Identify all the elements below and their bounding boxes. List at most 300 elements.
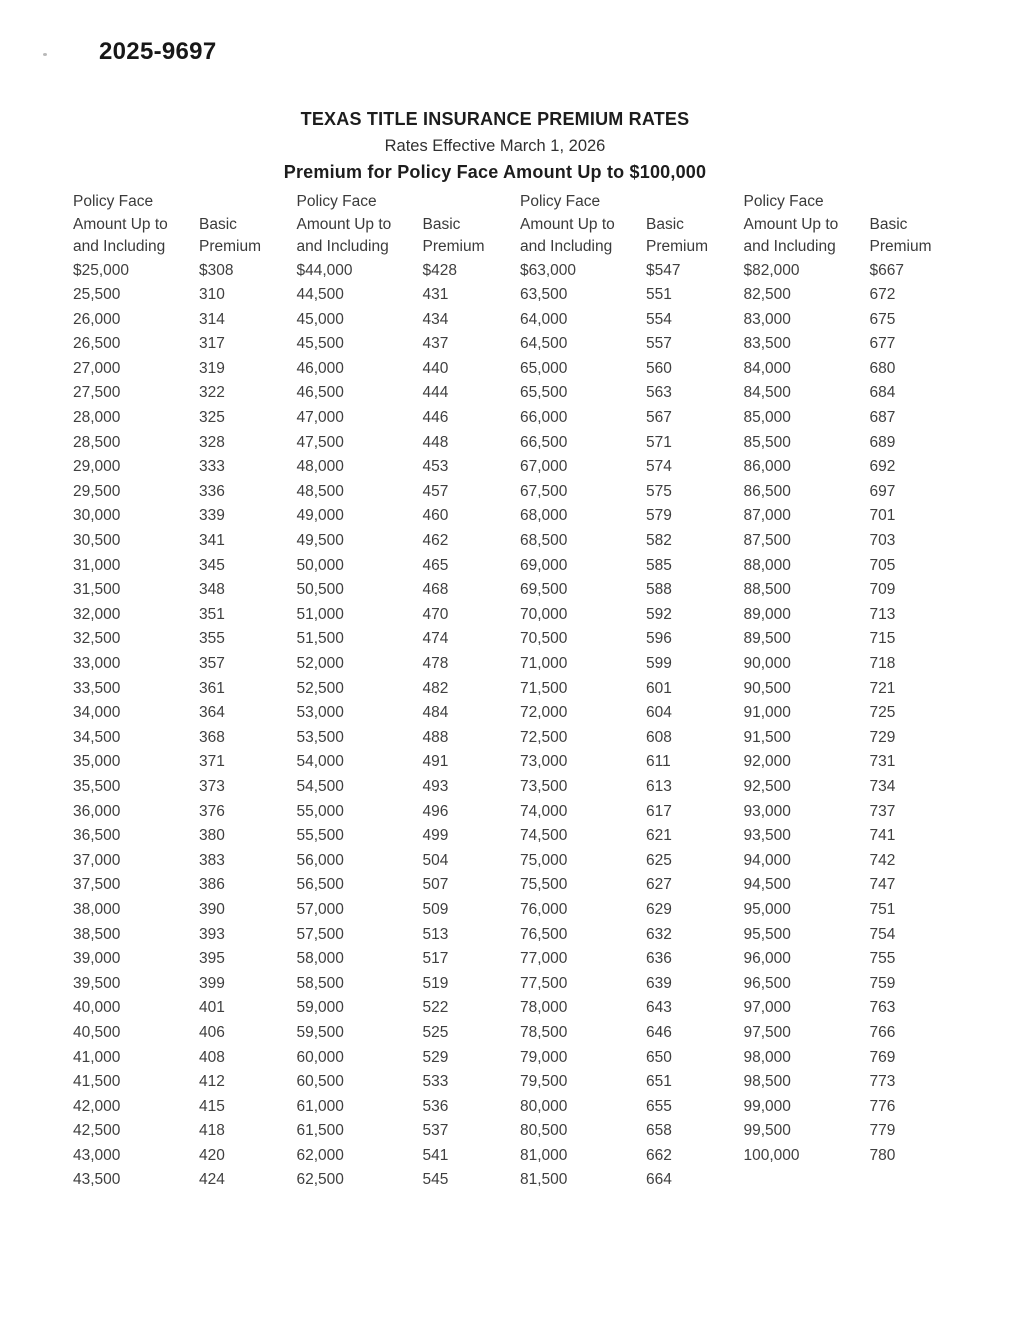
premium-cell: 687 xyxy=(869,409,896,427)
policy-amount-cell: 91,500 xyxy=(743,728,791,746)
policy-amount-cell: 95,500 xyxy=(743,925,791,943)
policy-amount-cell: 61,500 xyxy=(296,1122,344,1140)
policy-amount-cell: 49,500 xyxy=(296,532,344,550)
premium-cell: 482 xyxy=(422,679,449,697)
table-row xyxy=(744,701,926,726)
table-row xyxy=(297,1021,479,1046)
policy-amount-cell: 43,000 xyxy=(73,1146,121,1164)
premium-cell: 608 xyxy=(646,728,672,746)
scan-speck xyxy=(43,53,47,56)
premium-cell: 437 xyxy=(422,335,449,353)
table-row xyxy=(744,873,926,898)
premium-cell: 386 xyxy=(199,876,225,894)
premium-cell: 484 xyxy=(422,704,449,722)
premium-cell: 773 xyxy=(869,1073,896,1091)
premium-cell: 373 xyxy=(199,777,225,795)
premium-cell: 709 xyxy=(869,581,896,599)
premium-header-line xyxy=(870,191,926,214)
policy-amount-cell: 98,000 xyxy=(743,1048,791,1066)
premium-range-line: Premium for Policy Face Amount Up to $100,000 xyxy=(283,162,707,182)
policy-amount-cell: 44,500 xyxy=(296,286,344,304)
policy-amount-cell: 39,500 xyxy=(73,974,121,992)
table-row xyxy=(744,947,926,972)
table-row xyxy=(73,750,255,775)
table-row xyxy=(73,259,255,284)
premium-cell: 747 xyxy=(869,876,896,894)
table-row xyxy=(73,701,255,726)
premium-cell: 470 xyxy=(422,605,449,623)
table-row xyxy=(297,1119,479,1144)
policy-amount-cell: 50,500 xyxy=(296,581,344,599)
table-row xyxy=(520,578,702,603)
table-row xyxy=(520,283,702,308)
table-row xyxy=(73,898,255,923)
table-row xyxy=(520,947,702,972)
policy-amount-cell: 51,500 xyxy=(296,630,344,648)
policy-amount-cell: 47,000 xyxy=(296,409,344,427)
table-row xyxy=(73,406,255,431)
table-row xyxy=(297,677,479,702)
policy-amount-cell: 74,500 xyxy=(520,827,568,845)
policy-amount-cell: 25,500 xyxy=(73,286,121,304)
policy-amount-cell: 26,500 xyxy=(73,335,121,353)
table-row xyxy=(744,1119,926,1144)
policy-amount-cell: 93,500 xyxy=(743,827,791,845)
table-row xyxy=(520,972,702,997)
premium-cell: 504 xyxy=(422,851,449,869)
policy-amount-cell: $63,000 xyxy=(520,261,577,279)
premium-cell: 769 xyxy=(869,1048,896,1066)
premium-cell: 336 xyxy=(199,482,225,500)
premium-cell: 355 xyxy=(199,630,225,648)
header-row xyxy=(520,191,702,214)
premium-cell: 632 xyxy=(646,925,672,943)
premium-cell: 317 xyxy=(199,335,225,353)
premium-cell: 627 xyxy=(646,876,672,894)
policy-amount-cell: 45,500 xyxy=(296,335,344,353)
premium-cell: 617 xyxy=(646,802,672,820)
policy-amount-cell: 36,000 xyxy=(73,802,121,820)
premium-header-line xyxy=(646,191,702,214)
table-row xyxy=(520,800,702,825)
premium-cell: 453 xyxy=(422,458,449,476)
table-row xyxy=(520,873,702,898)
table-row xyxy=(744,504,926,529)
table-row xyxy=(73,1168,255,1193)
premium-cell: 412 xyxy=(199,1073,225,1091)
table-row xyxy=(297,627,479,652)
policy-amount-cell: 59,500 xyxy=(296,1023,344,1041)
table-row xyxy=(744,381,926,406)
policy-amount-cell: 30,500 xyxy=(73,532,121,550)
table-row xyxy=(297,726,479,751)
table-row xyxy=(297,1144,479,1169)
policy-amount-cell: 83,500 xyxy=(743,335,791,353)
policy-amount-cell: 55,500 xyxy=(296,827,344,845)
rates-table xyxy=(73,191,932,1193)
premium-cell: 478 xyxy=(422,655,449,672)
policy-amount-cell: 73,500 xyxy=(520,777,568,795)
table-row xyxy=(73,677,255,702)
premium-cell: 563 xyxy=(646,384,672,402)
policy-amount-cell: 97,500 xyxy=(743,1023,791,1041)
policy-amount-cell: 79,000 xyxy=(520,1048,568,1066)
policy-amount-cell: 30,000 xyxy=(73,507,121,525)
table-row xyxy=(520,1119,702,1144)
premium-cell: 601 xyxy=(646,679,672,697)
table-row xyxy=(520,775,702,800)
policy-amount-cell: 54,000 xyxy=(296,753,344,771)
table-row xyxy=(297,480,479,505)
premium-cell: 517 xyxy=(422,950,449,968)
premium-cell: 599 xyxy=(646,655,672,672)
policy-amount-cell: 71,500 xyxy=(520,679,568,697)
policy-amount-cell: 83,000 xyxy=(743,310,791,328)
premium-header-line: Premium xyxy=(646,238,709,255)
table-row xyxy=(297,775,479,800)
premium-cell: 507 xyxy=(422,876,449,894)
premium-cell: 434 xyxy=(422,310,449,328)
premium-cell: 689 xyxy=(869,433,896,451)
premium-cell: $428 xyxy=(422,261,457,279)
policy-amount-cell: 48,000 xyxy=(296,458,344,476)
premium-cell: 755 xyxy=(869,950,896,968)
table-row xyxy=(744,283,926,308)
premium-cell: 406 xyxy=(199,1023,225,1041)
table-row xyxy=(520,554,702,579)
policy-amount-cell: 29,000 xyxy=(73,458,121,476)
policy-amount-cell: 65,500 xyxy=(520,384,568,402)
premium-cell: 551 xyxy=(646,286,672,304)
premium-cell: 401 xyxy=(199,999,225,1017)
table-row xyxy=(520,504,702,529)
policy-amount-cell: 46,000 xyxy=(296,359,344,377)
premium-cell: 751 xyxy=(869,900,896,918)
table-row xyxy=(744,259,926,284)
premium-cell: 588 xyxy=(646,581,672,599)
table-row xyxy=(73,800,255,825)
table-row xyxy=(73,603,255,628)
policy-amount-cell: 55,000 xyxy=(296,802,344,820)
premium-cell: 639 xyxy=(646,974,672,992)
policy-amount-cell: 95,000 xyxy=(743,900,791,918)
premium-cell: 380 xyxy=(199,827,225,845)
policy-amount-cell: 53,500 xyxy=(296,728,344,746)
table-row xyxy=(73,455,255,480)
premium-cell: 625 xyxy=(646,851,672,869)
premium-cell: 499 xyxy=(422,827,449,845)
table-row xyxy=(297,603,479,628)
amount-header-line: Policy Face xyxy=(296,193,377,210)
table-row xyxy=(520,1021,702,1046)
premium-cell: 742 xyxy=(869,851,896,869)
table-row xyxy=(73,652,255,677)
premium-cell: 390 xyxy=(199,900,225,918)
premium-cell: 715 xyxy=(869,630,896,648)
policy-amount-cell: 64,000 xyxy=(520,310,568,328)
policy-amount-cell: 67,500 xyxy=(520,482,568,500)
premium-cell: 675 xyxy=(869,310,896,328)
policy-amount-cell: 37,500 xyxy=(73,876,121,894)
amount-header-line: and Including xyxy=(743,238,836,255)
premium-cell: 692 xyxy=(869,458,896,476)
page-title: TEXAS TITLE INSURANCE PREMIUM RATES xyxy=(300,109,690,129)
policy-amount-cell: 58,500 xyxy=(296,974,344,992)
premium-cell: 763 xyxy=(869,999,896,1017)
policy-amount-cell: 54,500 xyxy=(296,777,344,795)
table-row xyxy=(73,972,255,997)
premium-cell: 541 xyxy=(422,1146,449,1164)
policy-amount-cell: 90,000 xyxy=(743,655,791,672)
premium-cell: 703 xyxy=(869,532,896,550)
table-row xyxy=(520,627,702,652)
header-row xyxy=(520,236,709,259)
table-row xyxy=(73,332,255,357)
table-row xyxy=(744,627,926,652)
policy-amount-cell: 66,500 xyxy=(520,433,568,451)
policy-amount-cell: 38,500 xyxy=(73,925,121,943)
document-number: 2025-9697 xyxy=(99,38,217,65)
header-row xyxy=(297,214,479,237)
premium-cell: 662 xyxy=(646,1146,672,1164)
policy-amount-cell: 50,000 xyxy=(296,556,344,574)
policy-amount-cell: 62,000 xyxy=(296,1146,344,1164)
premium-cell: 509 xyxy=(422,900,449,918)
table-row xyxy=(520,701,702,726)
table-row xyxy=(744,972,926,997)
premium-cell: 361 xyxy=(199,679,225,697)
premium-cell: 465 xyxy=(422,556,449,574)
table-row xyxy=(297,750,479,775)
policy-amount-cell: $25,000 xyxy=(73,261,130,279)
premium-cell: 664 xyxy=(646,1171,672,1189)
policy-amount-cell: 68,500 xyxy=(520,532,568,550)
policy-amount-cell: 41,500 xyxy=(73,1073,121,1091)
table-row xyxy=(297,972,479,997)
policy-amount-cell: 77,000 xyxy=(520,950,568,968)
policy-amount-cell: 36,500 xyxy=(73,827,121,845)
table-row xyxy=(73,529,255,554)
policy-amount-cell: 76,000 xyxy=(520,900,568,918)
table-row xyxy=(73,627,255,652)
policy-amount-cell: 94,500 xyxy=(743,876,791,894)
amount-header-line: Amount Up to xyxy=(73,215,168,233)
table-row xyxy=(520,357,702,382)
premium-cell: 474 xyxy=(422,630,449,648)
table-row xyxy=(744,1144,926,1169)
policy-amount-cell: 38,000 xyxy=(73,900,121,918)
premium-cell: 582 xyxy=(646,532,672,550)
policy-amount-cell: 33,500 xyxy=(73,679,121,697)
table-row xyxy=(520,750,702,775)
table-row xyxy=(73,726,255,751)
table-row xyxy=(520,824,702,849)
policy-amount-cell: 29,500 xyxy=(73,482,121,500)
premium-cell: 415 xyxy=(199,1097,225,1115)
table-row xyxy=(297,923,479,948)
header-row xyxy=(743,236,932,259)
policy-amount-cell: $82,000 xyxy=(743,261,800,279)
table-row xyxy=(297,529,479,554)
premium-cell: 491 xyxy=(422,753,449,771)
premium-cell: 371 xyxy=(199,753,225,771)
premium-cell: 629 xyxy=(646,900,672,918)
policy-amount-cell: 87,500 xyxy=(743,532,791,550)
header-row xyxy=(297,191,479,214)
premium-cell: 672 xyxy=(869,286,896,304)
premium-cell: 621 xyxy=(646,827,672,845)
premium-cell: 393 xyxy=(199,925,225,943)
policy-amount-cell: 72,000 xyxy=(520,704,568,722)
policy-amount-cell: 69,000 xyxy=(520,556,568,574)
amount-header-line: and Including xyxy=(520,238,613,255)
premium-cell: 560 xyxy=(646,359,672,377)
amount-header-line: Amount Up to xyxy=(296,215,392,233)
policy-amount-cell: 53,000 xyxy=(296,704,344,722)
table-row xyxy=(73,357,255,382)
policy-amount-cell: 87,000 xyxy=(743,507,791,525)
table-row xyxy=(520,849,702,874)
policy-amount-cell: 48,500 xyxy=(296,482,344,500)
amount-header-line: Policy Face xyxy=(743,193,824,210)
effective-date-line: Rates Effective March 1, 2026 xyxy=(384,137,606,155)
table-row xyxy=(73,578,255,603)
policy-amount-cell: 37,000 xyxy=(73,851,121,869)
table-row xyxy=(297,308,479,333)
premium-cell: 701 xyxy=(869,507,896,525)
table-row xyxy=(73,504,255,529)
policy-amount-cell: 98,500 xyxy=(743,1073,791,1091)
policy-amount-cell: 67,000 xyxy=(520,458,568,476)
policy-amount-cell: 57,000 xyxy=(296,900,344,918)
premium-cell: 766 xyxy=(869,1023,896,1041)
premium-cell: 725 xyxy=(869,704,896,722)
premium-cell: 592 xyxy=(646,605,672,623)
premium-cell: 545 xyxy=(422,1171,449,1189)
policy-amount-cell: 40,500 xyxy=(73,1023,121,1041)
premium-cell: 537 xyxy=(422,1122,449,1140)
table-row xyxy=(744,1021,926,1046)
policy-amount-cell: 76,500 xyxy=(520,925,568,943)
table-row xyxy=(744,455,926,480)
premium-cell: 431 xyxy=(422,286,449,304)
premium-cell: 522 xyxy=(422,999,449,1017)
table-row xyxy=(744,308,926,333)
premium-cell: 779 xyxy=(869,1122,896,1140)
table-row xyxy=(73,996,255,1021)
premium-cell: 462 xyxy=(422,532,449,550)
table-row xyxy=(297,332,479,357)
column-group xyxy=(296,191,485,1193)
premium-cell: 574 xyxy=(646,458,672,476)
policy-amount-cell: 97,000 xyxy=(743,999,791,1017)
policy-amount-cell: 82,500 xyxy=(743,286,791,304)
table-row xyxy=(520,1046,702,1071)
table-row xyxy=(297,947,479,972)
policy-amount-cell: 31,500 xyxy=(73,581,121,599)
table-row xyxy=(520,406,702,431)
table-row xyxy=(73,873,255,898)
premium-cell: 525 xyxy=(422,1023,449,1041)
premium-header-line: Basic xyxy=(646,215,684,233)
premium-cell: 780 xyxy=(869,1146,896,1164)
policy-amount-cell: 85,500 xyxy=(743,433,791,451)
table-row xyxy=(73,1070,255,1095)
policy-amount-cell: 75,500 xyxy=(520,876,568,894)
policy-amount-cell: 75,000 xyxy=(520,851,568,869)
policy-amount-cell: 70,500 xyxy=(520,630,568,648)
header-row xyxy=(744,191,926,214)
title-block xyxy=(70,109,920,183)
policy-amount-cell: 89,500 xyxy=(743,630,791,648)
table-row xyxy=(744,923,926,948)
policy-amount-cell: 77,500 xyxy=(520,974,568,992)
policy-amount-cell: 60,000 xyxy=(296,1048,344,1066)
premium-cell: 513 xyxy=(422,925,449,943)
policy-amount-cell: 46,500 xyxy=(296,384,344,402)
premium-cell: 651 xyxy=(646,1073,672,1091)
policy-amount-cell: 66,000 xyxy=(520,409,568,427)
table-row xyxy=(520,381,702,406)
policy-amount-cell: 43,500 xyxy=(73,1171,121,1189)
column-group xyxy=(73,191,262,1193)
table-row xyxy=(297,406,479,431)
policy-amount-cell: 81,500 xyxy=(520,1171,568,1189)
policy-amount-cell: 92,000 xyxy=(743,753,791,771)
premium-cell: 636 xyxy=(646,950,672,968)
policy-amount-cell: 52,000 xyxy=(296,655,344,672)
table-row xyxy=(520,259,702,284)
table-row xyxy=(297,1070,479,1095)
table-row xyxy=(297,455,479,480)
policy-amount-cell: 35,500 xyxy=(73,777,121,795)
policy-amount-cell: 86,500 xyxy=(743,482,791,500)
policy-amount-cell: 26,000 xyxy=(73,310,121,328)
table-row xyxy=(520,308,702,333)
policy-amount-cell: 32,500 xyxy=(73,630,121,648)
premium-cell: 731 xyxy=(869,753,896,771)
policy-amount-cell: 71,000 xyxy=(520,655,568,672)
table-row xyxy=(73,283,255,308)
premium-cell: 759 xyxy=(869,974,896,992)
table-row xyxy=(744,1095,926,1120)
table-row xyxy=(297,554,479,579)
policy-amount-cell: 32,000 xyxy=(73,605,121,623)
premium-header-line xyxy=(423,191,479,214)
policy-amount-cell: 88,000 xyxy=(743,556,791,574)
column-group xyxy=(743,191,932,1193)
premium-cell: 596 xyxy=(646,630,672,648)
table-row xyxy=(744,406,926,431)
premium-cell: 440 xyxy=(422,359,449,377)
premium-cell: 650 xyxy=(646,1048,672,1066)
header-row xyxy=(296,236,485,259)
policy-amount-cell: 96,000 xyxy=(743,950,791,968)
table-row xyxy=(73,849,255,874)
table-row xyxy=(744,849,926,874)
premium-cell: 348 xyxy=(199,581,225,599)
premium-cell: 604 xyxy=(646,704,672,722)
table-row xyxy=(297,1095,479,1120)
table-row xyxy=(520,652,702,677)
table-row xyxy=(520,726,702,751)
policy-amount-cell: $44,000 xyxy=(296,261,353,279)
table-row xyxy=(744,677,926,702)
policy-amount-cell: 52,500 xyxy=(296,679,344,697)
table-row xyxy=(73,947,255,972)
policy-amount-cell: 27,500 xyxy=(73,384,121,402)
premium-cell: $547 xyxy=(646,261,681,279)
